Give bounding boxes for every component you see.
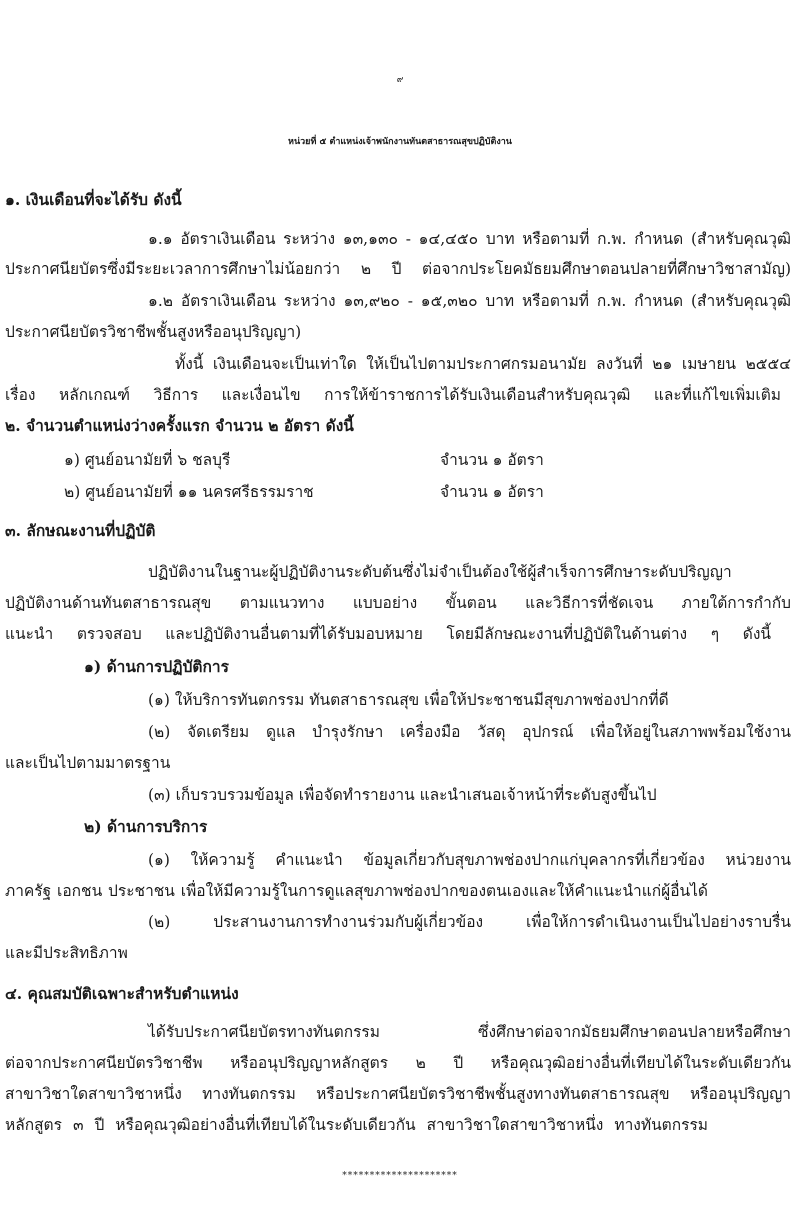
s1-p2-line1: ๑.๒ อัตราเงินเดือน ระหว่าง ๑๓,๙๒๐ - ๑๕,๓๒๐ บาท หรือตามที่ ก.พ. กำหนด (สำหรับคุณวุฒิ bbox=[148, 292, 791, 310]
s4-line1: ได้รับประกาศนียบัตรทางทันตกรรม ซึ่งศึกษาต่อจากมัธยมศึกษาตอนปลายหรือศึกษา bbox=[148, 1023, 791, 1041]
page-number: ๙ bbox=[396, 75, 404, 85]
vacancy-unit-2: ๒) ศูนย์อนามัยที่ ๑๑ นครศรีธรรมราช bbox=[64, 483, 314, 501]
vacancy-count-2: จำนวน ๑ อัตรา bbox=[440, 483, 544, 501]
s3-sub1-item2-line1: (๒) จัดเตรียม ดูแล บำรุงรักษา เครื่องมือ วัสดุ อุปกรณ์ เพื่อให้อยู่ในสภาพพร้อมใช้งาน bbox=[148, 723, 791, 741]
page-title: หน่วยที่ ๕ ตำแหน่งเจ้าพนักงานทันตสาธารณสุขปฏิบัติงาน bbox=[288, 137, 512, 147]
s3-intro-line1: ปฏิบัติงานในฐานะผู้ปฏิบัติงานระดับต้นซึ่งไม่จำเป็นต้องใช้ผู้สำเร็จการศึกษาระดับปริญญา bbox=[148, 563, 732, 581]
s1-p3-line2: เรื่อง หลักเกณฑ์ วิธีการ และเงื่อนไข การให้ข้าราชการได้รับเงินเดือนสำหรับคุณวุฒิ และที่แก้ไขเพิ่มเติม bbox=[5, 386, 781, 404]
s3-sub2-heading: ๒) ด้านการบริการ bbox=[84, 817, 208, 836]
s1-p2-line2: ประกาศนียบัตรวิชาชีพชั้นสูงหรืออนุปริญญา) bbox=[5, 323, 302, 341]
s1-p3-line1: ทั้งนี้ เงินเดือนจะเป็นเท่าใด ให้เป็นไปตามประกาศกรมอนามัย ลงวันที่ ๒๑ เมษายน ๒๕๕๔ bbox=[175, 355, 791, 373]
s3-intro-line3: แนะนำ ตรวจสอบ และปฏิบัติงานอื่นตามที่ได้รับมอบหมาย โดยมีลักษณะงานที่ปฏิบัติในด้านต่าง ๆ ดังนี้ bbox=[5, 625, 771, 643]
s1-p1-line1: ๑.๑ อัตราเงินเดือน ระหว่าง ๑๓,๑๓๐ - ๑๔,๔๕๐ บาท หรือตามที่ ก.พ. กำหนด (สำหรับคุณวุฒิ bbox=[148, 230, 791, 248]
section-3-heading: ๓. ลักษณะงานที่ปฏิบัติ bbox=[5, 521, 156, 540]
s3-sub2-item1-line1: (๑) ให้ความรู้ คำแนะนำ ข้อมูลเกี่ยวกับสุขภาพช่องปากแก่บุคลากรที่เกี่ยวข้อง หน่วยงาน bbox=[148, 851, 791, 869]
s3-sub1-item2-line2: และเป็นไปตามมาตรฐาน bbox=[5, 754, 171, 772]
vacancy-unit-1: ๑) ศูนย์อนามัยที่ ๖ ชลบุรี bbox=[64, 451, 231, 469]
s3-sub2-item2-line2: และมีประสิทธิภาพ bbox=[5, 944, 128, 962]
s3-sub2-item2-line1: (๒) ประสานงานการทำงานร่วมกับผู้เกี่ยวข้อง เพื่อให้การดำเนินงานเป็นไปอย่างราบรื่น bbox=[148, 913, 791, 931]
section-4-heading: ๔. คุณสมบัติเฉพาะสำหรับตำแหน่ง bbox=[5, 984, 239, 1003]
section-2-heading: ๒. จำนวนตำแหน่งว่างครั้งแรก จำนวน ๒ อัตรา ดังนี้ bbox=[5, 416, 354, 435]
s3-sub1-item3: (๓) เก็บรวบรวมข้อมูล เพื่อจัดทำรายงาน และนำเสนอเจ้าหน้าที่ระดับสูงขึ้นไป bbox=[148, 786, 657, 804]
s4-line2: ต่อจากประกาศนียบัตรวิชาชีพ หรืออนุปริญญาหลักสูตร ๒ ปี หรือคุณวุฒิอย่างอื่นที่เทียบได้ในระดับเดียวกัน bbox=[5, 1054, 791, 1072]
s3-sub1-heading: ๑) ด้านการปฏิบัติการ bbox=[84, 657, 229, 676]
s3-intro-line2: ปฏิบัติงานด้านทันตสาธารณสุข ตามแนวทาง แบบอย่าง ขั้นตอน และวิธีการที่ชัดเจน ภายใต้การกำกับ bbox=[5, 594, 791, 612]
s4-line3: สาขาวิชาใดสาขาวิชาหนึ่ง ทางทันตกรรม หรือประกาศนียบัตรวิชาชีพชั้นสูงทางทันตสาธารณสุข หรืออนุปริญญา bbox=[5, 1085, 791, 1103]
s3-sub1-item1: (๑) ให้บริการทันตกรรม ทันตสาธารณสุข เพื่อให้ประชาชนมีสุขภาพช่องปากที่ดี bbox=[148, 691, 669, 709]
section-1-heading: ๑. เงินเดือนที่จะได้รับ ดังนี้ bbox=[5, 190, 182, 209]
s3-sub2-item1-line2: ภาครัฐ เอกชน ประชาชน เพื่อให้มีความรู้ในการดูแลสุขภาพช่องปากของตนเองและให้คำแนะนำแก่ผู้อื่นได้ bbox=[5, 882, 708, 900]
s1-p1-line2: ประกาศนียบัตรซึ่งมีระยะเวลาการศึกษาไม่น้อยกว่า ๒ ปี ต่อจากประโยคมัธยมศึกษาตอนปลายที่ศึกษาวิชาสามัญ) bbox=[5, 260, 791, 278]
footer-asterisks: ********************* bbox=[342, 1171, 458, 1181]
vacancy-count-1: จำนวน ๑ อัตรา bbox=[440, 451, 544, 469]
s4-line4: หลักสูตร ๓ ปี หรือคุณวุฒิอย่างอื่นที่เทียบได้ในระดับเดียวกัน สาขาวิชาใดสาขาวิชาหนึ่ง ทางทันตกรรม bbox=[5, 1116, 708, 1134]
